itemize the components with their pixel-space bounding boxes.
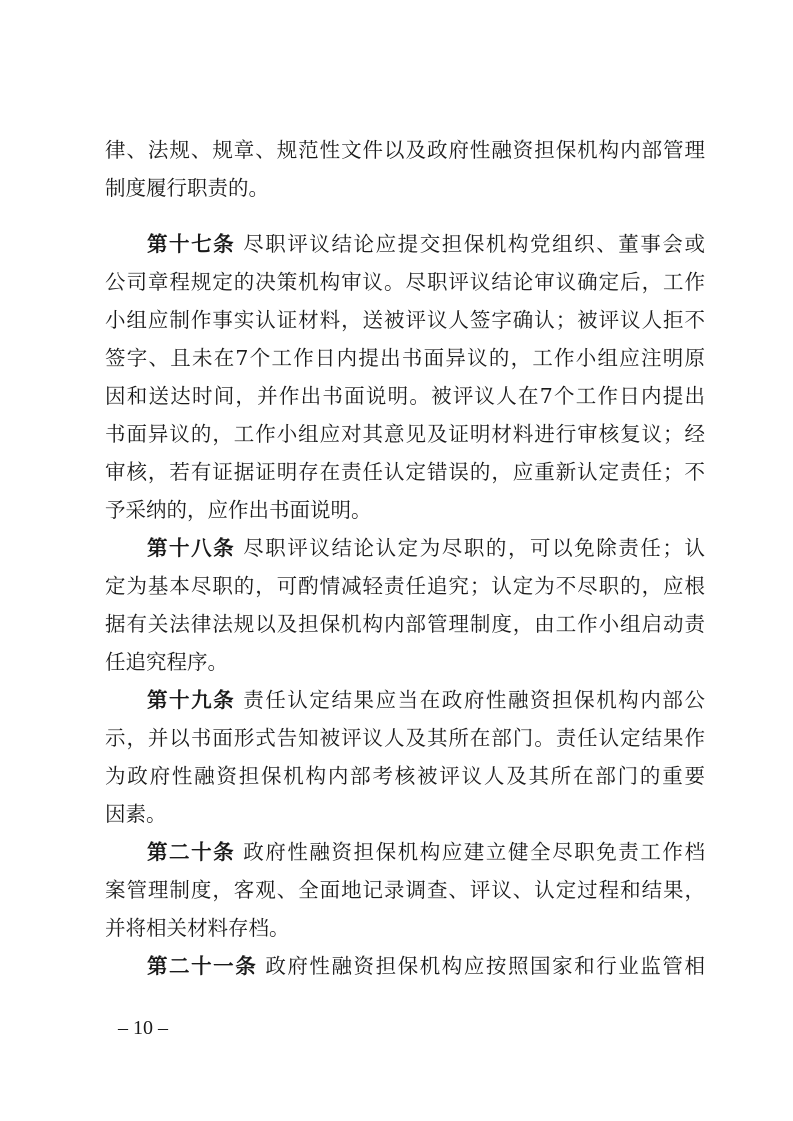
article-heading: 第二十条 xyxy=(147,840,236,864)
article-17-first-line xyxy=(147,226,705,262)
text-line: 律、法规、规章、规范性文件以及政府性融资担保机构内部管理 xyxy=(105,138,705,162)
text-line: 予采纳的，应作出书面说明。 xyxy=(105,498,372,522)
text-line: 因和送达时间，并作出书面说明。被评议人在7个工作日内提出 xyxy=(105,384,705,408)
text-line: 政府性融资担保机构应按照国家和行业监管相 xyxy=(265,954,705,978)
text-line: 案管理制度，客观、全面地记录调查、评议、认定过程和结果， xyxy=(105,878,705,902)
article-heading: 第二十一条 xyxy=(147,954,258,978)
text-line: 示，并以书面形式告知被评议人及其所在部门。责任认定结果作 xyxy=(105,726,705,750)
article-18-first-line xyxy=(147,530,705,566)
article-heading: 第十九条 xyxy=(147,688,236,712)
article-heading: 第十八条 xyxy=(147,536,236,560)
page-number: – 10 – xyxy=(118,1017,168,1039)
article-20-first-line xyxy=(147,834,705,870)
text-line: 尽职评议结论应提交担保机构党组织、董事会或 xyxy=(243,232,705,256)
text-line: 书面异议的，工作小组应对其意见及证明材料进行审核复议；经 xyxy=(105,422,705,446)
text-line: 制度履行职责的。 xyxy=(105,176,269,200)
text-line: 签字、且未在7个工作日内提出书面异议的，工作小组应注明原 xyxy=(105,346,705,370)
text-line: 定为基本尽职的，可酌情减轻责任追究；认定为不尽职的，应根 xyxy=(105,574,705,598)
article-heading: 第十七条 xyxy=(147,232,236,256)
text-line: 政府性融资担保机构应建立健全尽职免责工作档 xyxy=(243,840,705,864)
article-21-first-line xyxy=(147,948,705,984)
text-line: 小组应制作事实认证材料，送被评议人签字确认；被评议人拒不 xyxy=(105,308,705,332)
text-line: 审核，若有证据证明存在责任认定错误的，应重新认定责任；不 xyxy=(105,460,705,484)
article-19-first-line xyxy=(147,682,705,718)
text-line: 为政府性融资担保机构内部考核被评议人及其所在部门的重要 xyxy=(105,764,705,788)
text-line: 因素。 xyxy=(105,802,167,826)
text-line: 并将相关材料存档。 xyxy=(105,916,290,940)
text-line: 据有关法律法规以及担保机构内部管理制度，由工作小组启动责 xyxy=(105,612,705,636)
text-line: 任追究程序。 xyxy=(105,650,228,674)
text-line: 责任认定结果应当在政府性融资担保机构内部公 xyxy=(243,688,705,712)
text-line: 尽职评议结论认定为尽职的，可以免除责任；认 xyxy=(243,536,705,560)
text-line: 公司章程规定的决策机构审议。尽职评议结论审议确定后，工作 xyxy=(105,270,705,294)
